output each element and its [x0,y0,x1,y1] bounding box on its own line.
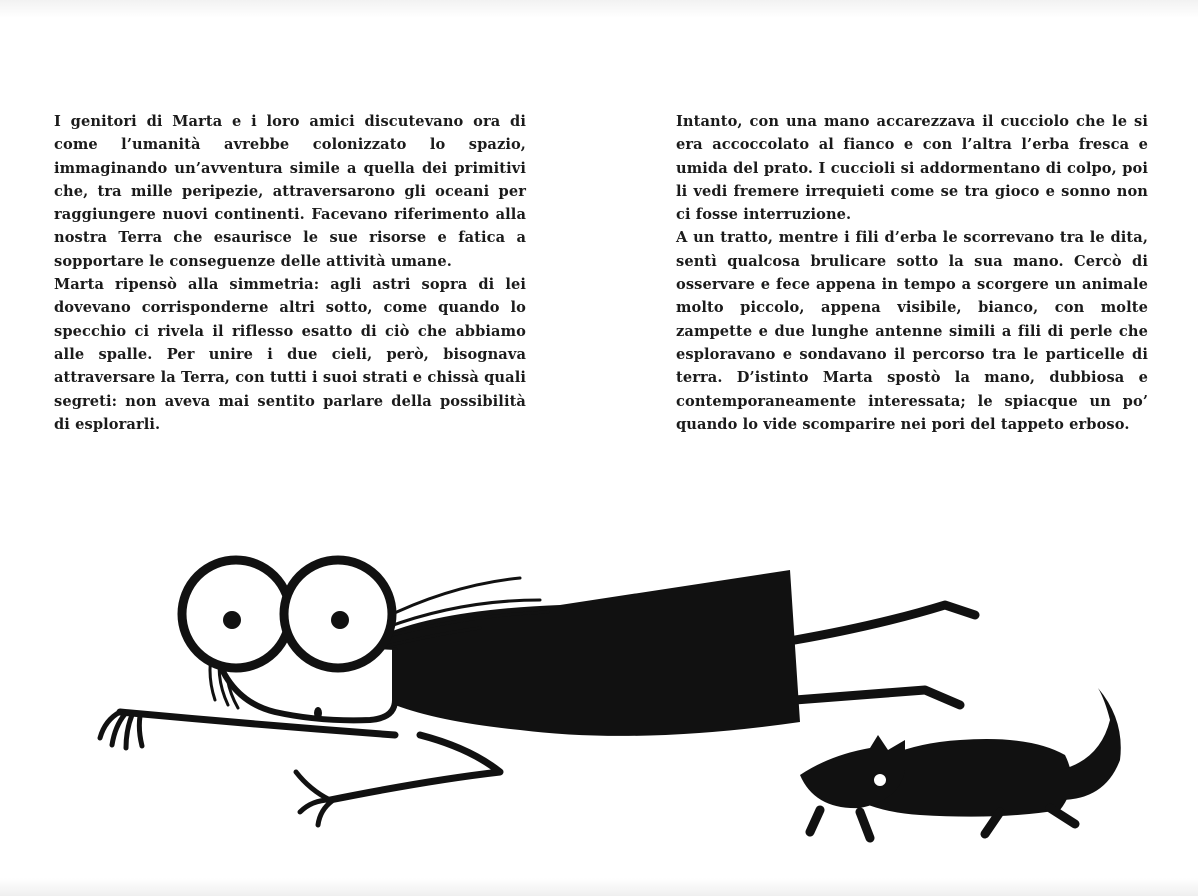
fox-figure [800,688,1121,838]
girl-leg-upper [795,605,975,640]
page-top-edge [0,0,1198,18]
girl-leg-lower [795,690,960,705]
illustration-girl-and-fox [0,440,1198,896]
right-text-column [676,110,1148,436]
fox-tail [1060,688,1121,800]
page-bottom-edge [0,878,1198,896]
left-text-column [54,110,526,436]
paragraph: Marta ripensò alla simmetria: agli astri sopra di lei dovevano corrisponderne altri sotto, come quando lo specchio ci rivela il riflesso esatto di ciò che abbiamo alle spalle. Per unire i due cieli, però, bisognava attraversare la Terra, con tutti i suoi strati e chissà quali segreti: non aveva mai sentito parlare della possibilità di esplorarli. [54,276,526,433]
paragraph: A un tratto, mentre i fili d’erba le scorrevano tra le dita, sentì qualcosa brulicare sotto la sua mano. Cercò di osservare e fece appena in tempo a scorgere un animale molto piccolo, appena visibile, bianco, con molte zampette e due lunghe antenne simili a fili di perle che esploravano e sondavano il percorso tra le particelle di terra. D’istinto Marta spostò la mano, dubbiosa e contemporaneamente interessata; le spiacque un po’ quando lo vide scomparire nei pori del tappeto erboso. [676,229,1148,433]
girl-arm-back [330,735,500,800]
paragraph: I genitori di Marta e i loro amici discutevano ora di come l’umanità avrebbe colonizzato lo spazio, immaginando un’avventura simile a quella dei primitivi che, tra mille peripezie, attraversarono gli oceani per raggiungere nuovi continenti. Facevano riferimento alla nostra Terra che esaurisce le sue risorse e fatica a sopportare le conseguenze delle attività umane. [54,113,526,270]
paragraph: Intanto, con una mano accarezzava il cucciolo che le si era accoccolato al fianco e con l’altra l’erba fresca e umida del prato. I cuccioli si addormentano di colpo, poi li vedi fremere irrequieti come se tra gioco e sonno non ci fosse interruzione. [676,113,1148,224]
